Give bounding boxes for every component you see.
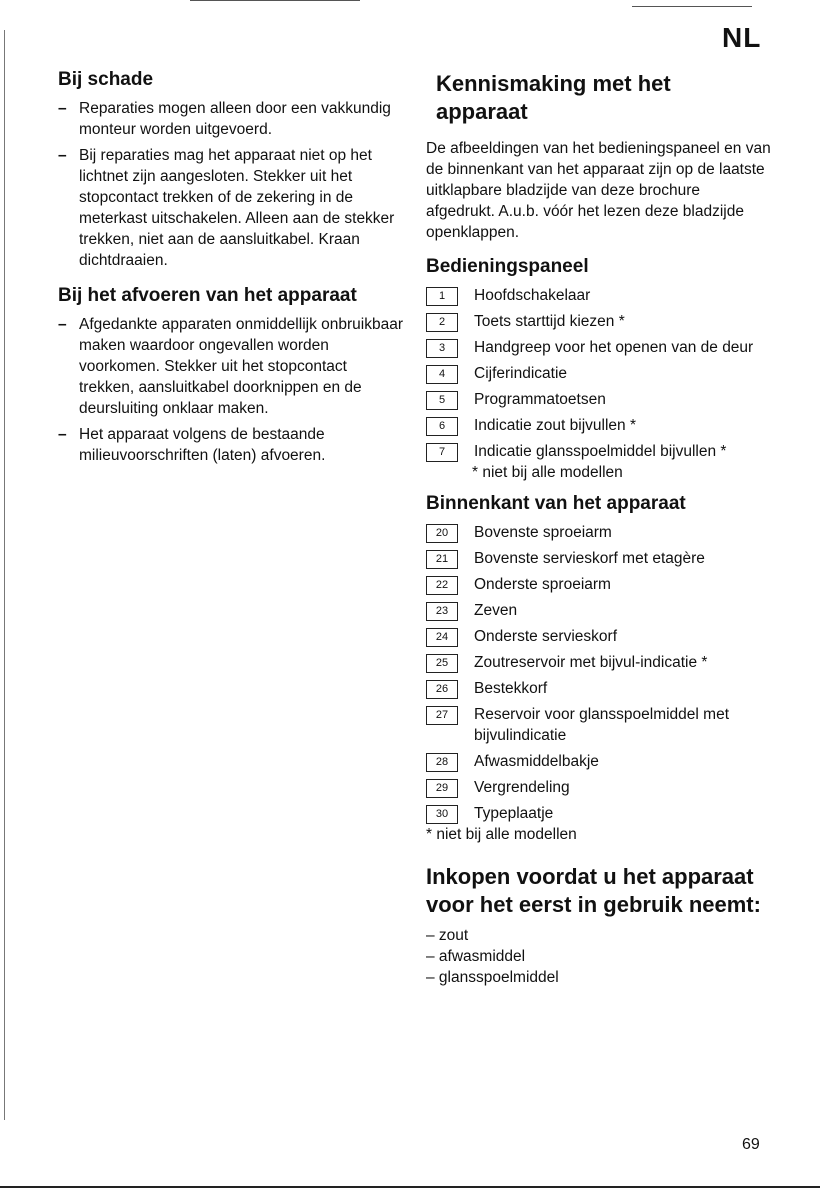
inside-list <box>426 522 771 824</box>
number-box: 6 <box>426 417 458 436</box>
list-item <box>426 652 771 673</box>
item-label: Indicatie glansspoelmiddel bijvullen * <box>474 443 727 460</box>
number-box: 21 <box>426 550 458 569</box>
number-box: 27 <box>426 706 458 725</box>
item-label: Zoutreservoir met bijvul-indicatie * <box>474 654 708 671</box>
language-tag: NL <box>722 22 762 53</box>
number-box: 24 <box>426 628 458 647</box>
item-label: Afwasmiddelbakje <box>474 753 599 770</box>
item-label: Bovenste servieskorf met etagère <box>474 550 705 567</box>
panel-section <box>426 255 771 483</box>
left-margin-line <box>4 30 5 1120</box>
item-label: Indicatie zout bijvullen * <box>474 417 636 434</box>
number-box: 4 <box>426 365 458 384</box>
number-box: 26 <box>426 680 458 699</box>
list-item: – Bij reparaties mag het apparaat niet op het lichtnet zijn aangesloten. Stekker uit het stopcontact trekken of de zekering in de meterkast uitschakelen. Alleen aan de stekker trekken, niet aan de aansluitkabel. Kraan dichtdraaien. <box>58 145 403 271</box>
purchase-list <box>426 925 771 988</box>
bottom-rule <box>0 1186 820 1188</box>
number-box: 20 <box>426 524 458 543</box>
item-label: Vergrendeling <box>474 779 570 796</box>
list-item <box>426 415 771 436</box>
purchase-section <box>426 863 771 988</box>
damage-heading: Bij schade <box>58 69 154 90</box>
top-rule <box>190 0 360 1</box>
number-box: 25 <box>426 654 458 673</box>
item-label: Bestekkorf <box>474 680 548 697</box>
intro-section <box>426 70 771 243</box>
list-item <box>426 548 771 569</box>
list-item <box>426 363 771 384</box>
list-item <box>426 311 771 332</box>
panel-footnote: * niet bij alle modellen <box>472 464 623 481</box>
item-label: Zeven <box>474 602 518 619</box>
panel-list <box>426 285 771 462</box>
item-label: Programmatoetsen <box>474 391 606 408</box>
item-label: Onderste sproeiarm <box>474 576 611 593</box>
list-item <box>426 441 771 462</box>
list-item <box>426 626 771 647</box>
disposal-section <box>58 284 403 466</box>
damage-list <box>58 98 403 271</box>
page-number: 69 <box>742 1136 760 1153</box>
number-box: 28 <box>426 753 458 772</box>
list-item <box>426 600 771 621</box>
list-item: – zout <box>426 927 469 944</box>
number-box: 23 <box>426 602 458 621</box>
intro-heading: Kennismaking met het apparaat <box>436 71 671 124</box>
inside-section <box>426 492 771 845</box>
panel-heading: Bedieningspaneel <box>426 256 589 277</box>
number-box: 3 <box>426 339 458 358</box>
list-item <box>426 704 771 746</box>
list-item: – Het apparaat volgens de bestaande milieuvoorschriften (laten) afvoeren. <box>58 424 403 466</box>
item-label: Cijferindicatie <box>474 365 568 382</box>
item-label: Onderste servieskorf <box>474 628 617 645</box>
disposal-list <box>58 314 403 466</box>
number-box: 29 <box>426 779 458 798</box>
list-item: – glansspoelmiddel <box>426 969 559 986</box>
number-box: 7 <box>426 443 458 462</box>
purchase-heading: Inkopen voordat u het apparaat voor het eerst in gebruik neemt: <box>426 864 761 917</box>
list-item <box>426 522 771 543</box>
damage-section <box>58 68 403 271</box>
number-box: 5 <box>426 391 458 410</box>
left-column <box>58 68 403 466</box>
number-box: 22 <box>426 576 458 595</box>
list-item <box>426 678 771 699</box>
list-item <box>426 803 771 824</box>
list-item <box>426 751 771 772</box>
intro-text: De afbeeldingen van het bedieningspaneel en van de binnenkant van het apparaat zijn op de laatste uitklapbare bladzijde van deze brochure afgedrukt. A.u.b. vóór het lezen deze bladzijde openklappen. <box>426 140 771 241</box>
list-item: – Reparaties mogen alleen door een vakkundig monteur worden uitgevoerd. <box>58 98 403 140</box>
item-label: Hoofdschakelaar <box>474 287 591 304</box>
list-item <box>426 285 771 306</box>
list-item <box>426 574 771 595</box>
disposal-heading: Bij het afvoeren van het apparaat <box>58 285 357 306</box>
list-item <box>426 389 771 410</box>
inside-footnote: * niet bij alle modellen <box>426 826 577 843</box>
list-item <box>426 777 771 798</box>
number-box: 1 <box>426 287 458 306</box>
inside-heading: Binnenkant van het apparaat <box>426 493 686 514</box>
item-label: Toets starttijd kiezen * <box>474 313 625 330</box>
top-rule <box>632 6 752 7</box>
number-box: 30 <box>426 805 458 824</box>
item-label: Reservoir voor glansspoelmiddel met bijvulindicatie <box>474 706 730 744</box>
item-label: Typeplaatje <box>474 805 554 822</box>
item-label: Handgreep voor het openen van de deur <box>474 339 754 356</box>
list-item <box>426 337 771 358</box>
list-item: – afwasmiddel <box>426 948 526 965</box>
item-label: Bovenste sproeiarm <box>474 524 612 541</box>
number-box: 2 <box>426 313 458 332</box>
list-item: – Afgedankte apparaten onmiddellijk onbruikbaar maken waardoor ongevallen worden voorkomen. Stekker uit het stopcontact trekken, aansluitkabel doorknippen en de deursluiting onklaar maken. <box>58 314 403 419</box>
right-column <box>426 70 771 988</box>
